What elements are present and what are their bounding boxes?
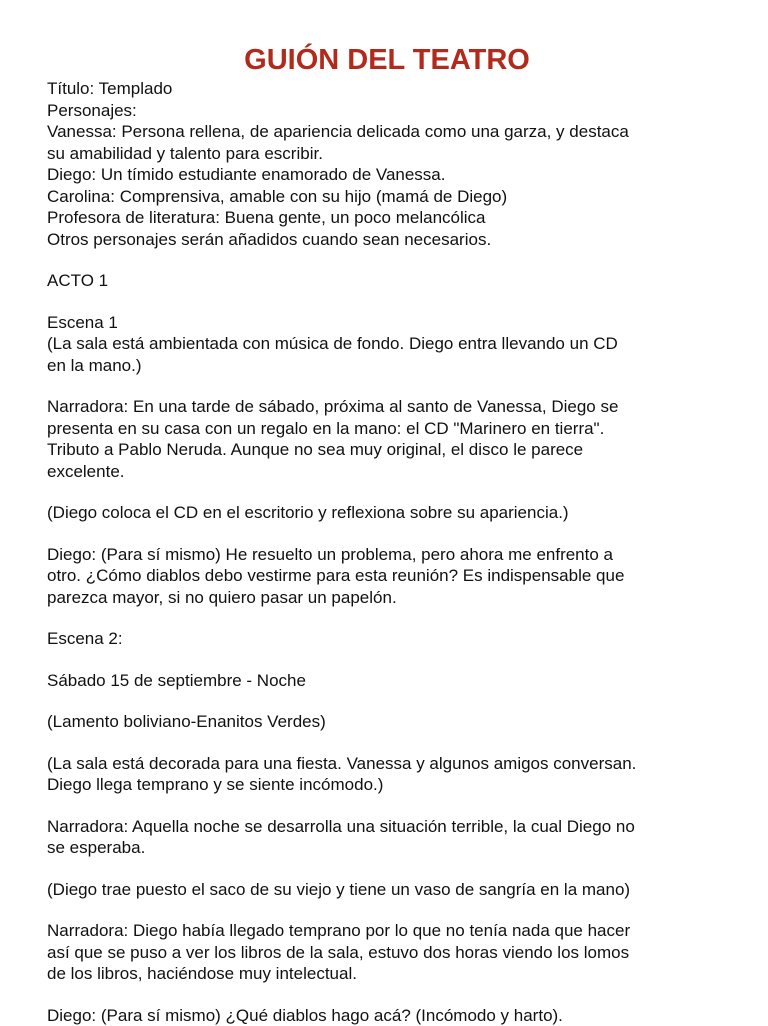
paragraph-line: (Diego trae puesto el saco de su viejo y tiene un vaso de sangría en la mano)	[47, 879, 737, 901]
paragraph-line: se esperaba.	[47, 837, 737, 859]
paragraph-line: en la mano.)	[47, 355, 737, 377]
script-paragraph	[47, 396, 737, 482]
header-line: Personajes:	[47, 100, 737, 122]
script-paragraph	[47, 502, 737, 524]
document-title: GUIÓN DEL TEATRO	[0, 42, 768, 78]
paragraph-line: Narradora: Diego había llegado temprano por lo que no tenía nada que hacer	[47, 920, 737, 942]
paragraph-line: excelente.	[47, 461, 737, 483]
paragraph-line: (La sala está decorada para una fiesta. Vanessa y algunos amigos conversan.	[47, 753, 737, 775]
paragraph-line: otro. ¿Cómo diablos debo vestirme para esta reunión? Es indispensable que	[47, 565, 737, 587]
paragraph-line: Escena 1	[47, 312, 737, 334]
paragraph-line: presenta en su casa con un regalo en la mano: el CD "Marinero en tierra".	[47, 418, 737, 440]
header-line: Diego: Un tímido estudiante enamorado de Vanessa.	[47, 164, 737, 186]
paragraph-line: ACTO 1	[47, 270, 737, 292]
script-paragraph	[47, 753, 737, 796]
paragraph-line: Diego: (Para sí mismo) He resuelto un problema, pero ahora me enfrento a	[47, 544, 737, 566]
paragraph-line: Escena 2:	[47, 628, 737, 650]
script-paragraph	[47, 544, 737, 609]
header-line: su amabilidad y talento para escribir.	[47, 143, 737, 165]
paragraph-line: Diego: (Para sí mismo) ¿Qué diablos hago acá? (Incómodo y harto).	[47, 1005, 737, 1026]
script-paragraph	[47, 816, 737, 859]
header-line: Carolina: Comprensiva, amable con su hijo (mamá de Diego)	[47, 186, 737, 208]
header-line: Título: Templado	[47, 78, 737, 100]
paragraph-line: de los libros, haciéndose muy intelectual.	[47, 963, 737, 985]
paragraph-line: Narradora: En una tarde de sábado, próxima al santo de Vanessa, Diego se	[47, 396, 737, 418]
header-line: Profesora de literatura: Buena gente, un poco melancólica	[47, 207, 737, 229]
script-paragraph	[47, 628, 737, 650]
header-line: Otros personajes serán añadidos cuando sean necesarios.	[47, 229, 737, 251]
paragraph-line: (Lamento boliviano-Enanitos Verdes)	[47, 711, 737, 733]
script-paragraph	[47, 879, 737, 901]
header-line: Vanessa: Persona rellena, de apariencia delicada como una garza, y destaca	[47, 121, 737, 143]
script-paragraph	[47, 312, 737, 377]
document-page	[47, 42, 737, 1026]
paragraph-line: (Diego coloca el CD en el escritorio y reflexiona sobre su apariencia.)	[47, 502, 737, 524]
paragraph-line: (La sala está ambientada con música de fondo. Diego entra llevando un CD	[47, 333, 737, 355]
script-paragraph	[47, 711, 737, 733]
script-paragraph	[47, 270, 737, 292]
paragraph-line: Diego llega temprano y se siente incómodo.)	[47, 774, 737, 796]
paragraph-line: parezca mayor, si no quiero pasar un papelón.	[47, 587, 737, 609]
paragraph-line: Tributo a Pablo Neruda. Aunque no sea muy original, el disco le parece	[47, 439, 737, 461]
character-list	[47, 78, 737, 250]
script-paragraph	[47, 920, 737, 985]
paragraph-line: Narradora: Aquella noche se desarrolla una situación terrible, la cual Diego no	[47, 816, 737, 838]
script-paragraph	[47, 670, 737, 692]
script-body	[47, 270, 737, 1026]
paragraph-line: Sábado 15 de septiembre - Noche	[47, 670, 737, 692]
paragraph-line: así que se puso a ver los libros de la sala, estuvo dos horas viendo los lomos	[47, 942, 737, 964]
script-paragraph	[47, 1005, 737, 1026]
